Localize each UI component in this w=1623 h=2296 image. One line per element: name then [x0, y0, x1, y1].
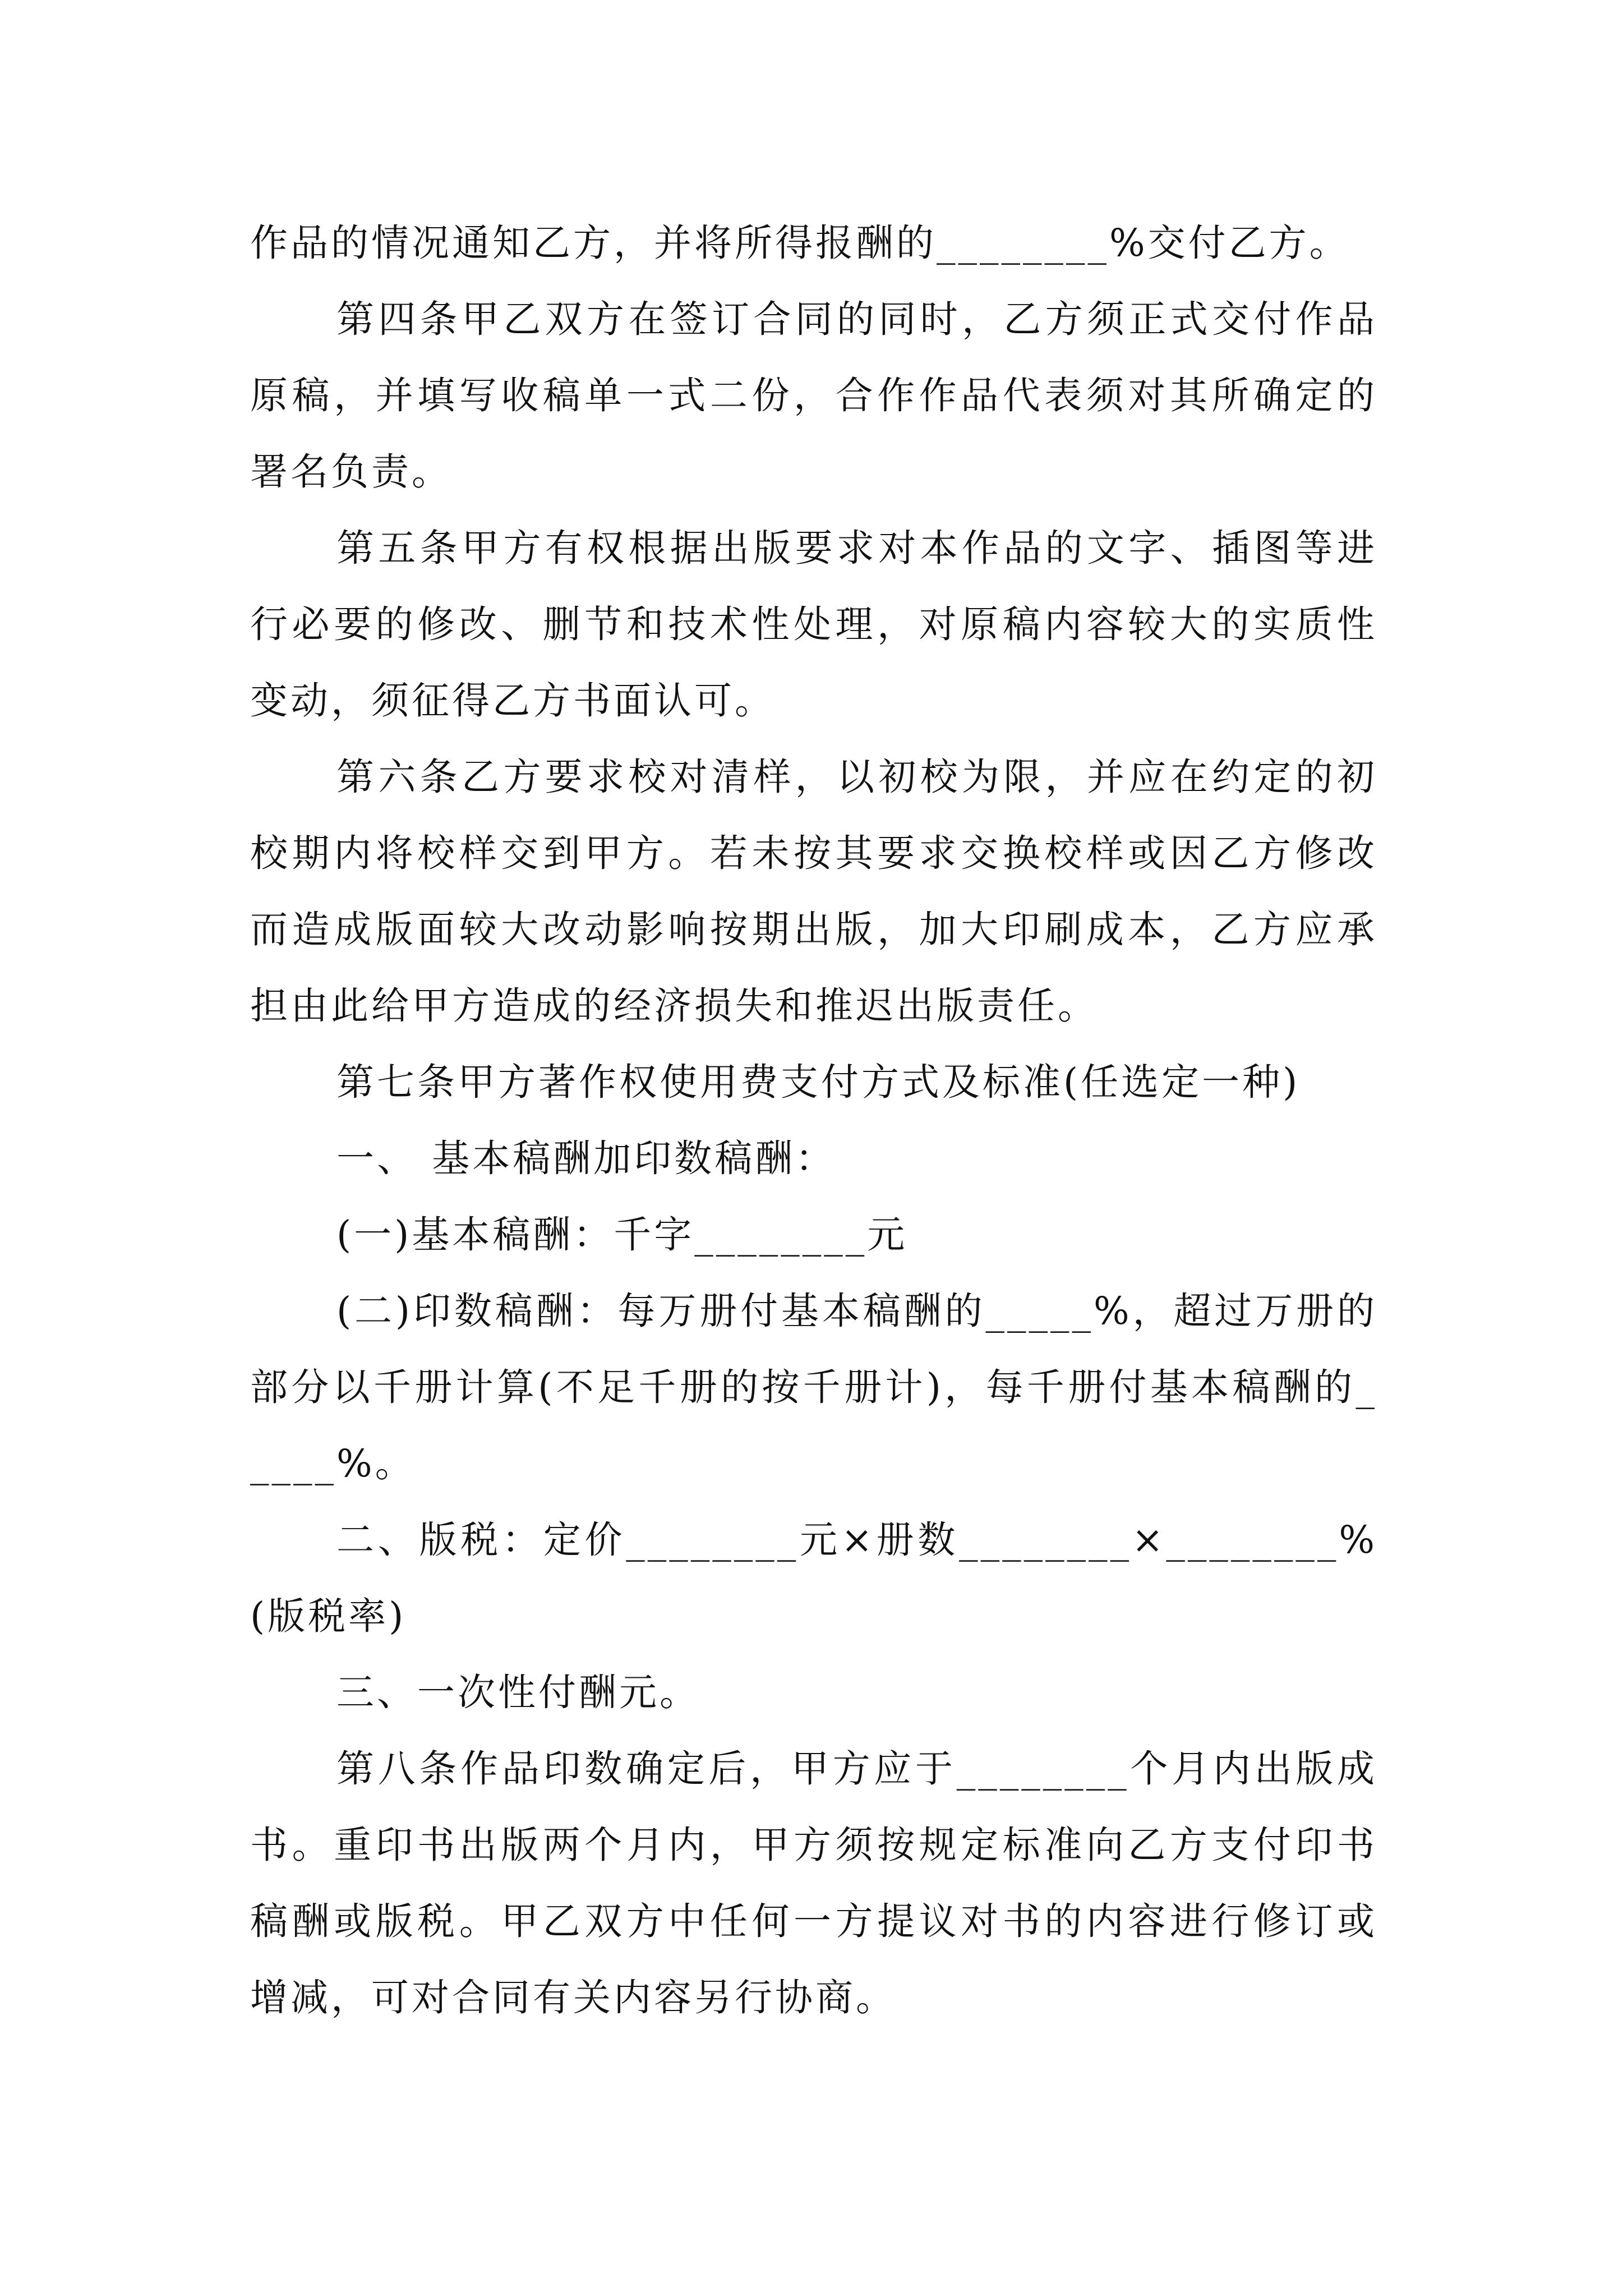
paragraph-continuation-remuneration: 作品的情况通知乙方，并将所得报酬的________%交付乙方。 [250, 221, 1350, 265]
paragraph-option-1-basic-fee: (一)基本稿酬：千字________元 [336, 1213, 908, 1257]
paragraph-article-7-heading: 第七条甲方著作权使用费支付方式及标准(任选定一种) [336, 1060, 1301, 1104]
paragraph-option-3-lump-sum: 三、一次性付酬元。 [336, 1671, 700, 1714]
contract-body-text [250, 205, 1377, 2036]
paragraph-article-8: 第八条作品印数确定后，甲方应于________个月内出版成书。重印书出版两个月内，甲方须按规定标准向乙方支付印书稿酬或版税。甲乙双方中任何一方提议对书的内容进行修订或增减，可对合同有关内容另行协商。 [250, 1747, 1377, 2019]
paragraph-article-5: 第五条甲方有权根据出版要求对本作品的文字、插图等进行必要的修改、删节和技术性处理，对原稿内容较大的实质性变动，须征得乙方书面认可。 [250, 526, 1377, 723]
paragraph-option-1: 一、 基本稿酬加印数稿酬： [336, 1137, 836, 1180]
paragraph-option-2-royalty: 二、版税：定价________元×册数________×________%(版税率) [250, 1518, 1377, 1638]
paragraph-option-1-print-fee: (二)印数稿酬：每万册付基本稿酬的_____%，超过万册的部分以千册计算(不足千册的按千册计)，每千册付基本稿酬的_____%。 [250, 1289, 1377, 1485]
paragraph-article-4: 第四条甲乙双方在签订合同的同时，乙方须正式交付作品原稿，并填写收稿单一式二份，合作作品代表须对其所确定的署名负责。 [250, 297, 1377, 494]
paragraph-article-6: 第六条乙方要求校对清样，以初校为限，并应在约定的初校期内将校样交到甲方。若未按其要求交换校样或因乙方修改而造成版面较大改动影响按期出版，加大印刷成本，乙方应承担由此给甲方造成的经济损失和推迟出版责任。 [250, 755, 1377, 1028]
